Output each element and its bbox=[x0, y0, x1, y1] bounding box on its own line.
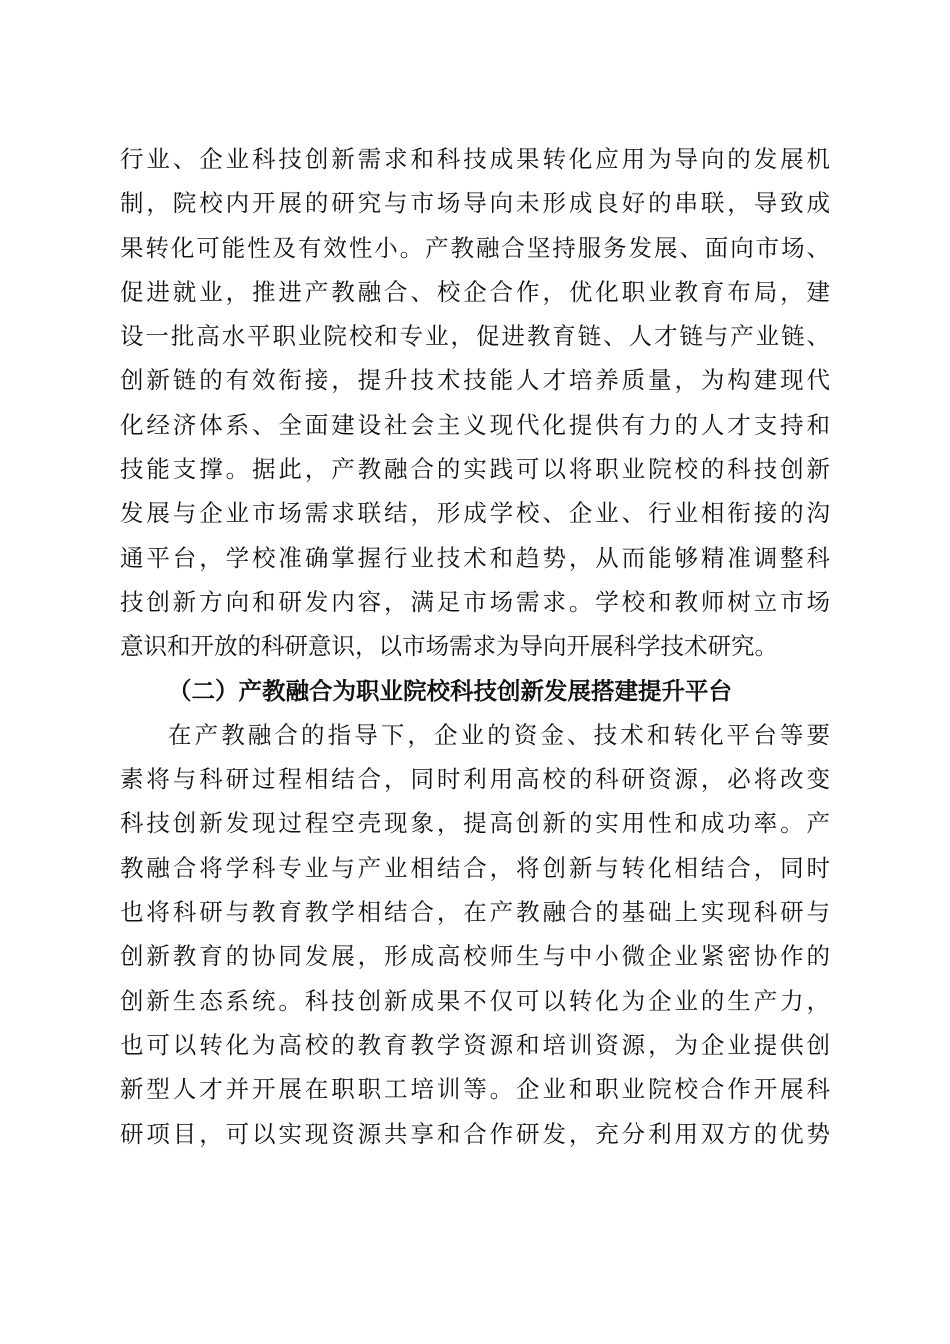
paragraph-line: 果转化可能性及有效性小。产教融合坚持服务发展、面向市场、 bbox=[120, 233, 830, 262]
paragraph-line: 行业、企业科技创新需求和科技成果转化应用为导向的发展机 bbox=[120, 145, 830, 173]
paragraph-line: 在产教融合的指导下，企业的资金、技术和转化平台等要 bbox=[168, 720, 830, 749]
paragraph-line: 创新教育的协同发展，形成高校师生与中小微企业紧密协作的 bbox=[120, 942, 830, 971]
paragraph-platform bbox=[120, 713, 830, 1156]
paragraph-line: 促进就业，推进产教融合、校企合作，优化职业教育布局，建 bbox=[120, 277, 830, 306]
paragraph-line: 通平台，学校准确掌握行业技术和趋势，从而能够精准调整科 bbox=[120, 543, 830, 572]
paragraph-line: 设一批高水平职业院校和专业，促进教育链、人才链与产业链、 bbox=[120, 322, 830, 351]
paragraph-line: 创新生态系统。科技创新成果不仅可以转化为企业的生产力， bbox=[120, 986, 830, 1015]
paragraph-line: 化经济体系、全面建设社会主义现代化提供有力的人才支持和 bbox=[120, 410, 830, 439]
paragraph-line: 研项目，可以实现资源共享和合作研发，充分利用双方的优势 bbox=[120, 1119, 830, 1148]
paragraph-line: 制，院校内开展的研究与市场导向未形成良好的串联，导致成 bbox=[120, 189, 830, 218]
paragraph-line: 也将科研与教育教学相结合，在产教融合的基础上实现科研与 bbox=[120, 898, 830, 927]
paragraph-line: 创新链的有效衔接，提升技术技能人才培养质量，为构建现代 bbox=[120, 366, 830, 395]
paragraph-line: 也可以转化为高校的教育教学资源和培训资源，为企业提供创 bbox=[120, 1030, 830, 1059]
paragraph-line: 技能支撑。据此，产教融合的实践可以将职业院校的科技创新 bbox=[120, 455, 830, 484]
paragraph-line: 技创新方向和研发内容，满足市场需求。学校和教师树立市场 bbox=[120, 587, 830, 616]
paragraph-line: 发展与企业市场需求联结，形成学校、企业、行业相衔接的沟 bbox=[120, 499, 830, 528]
paragraph-market-orientation bbox=[120, 137, 830, 669]
paragraph-line: 科技创新发现过程空壳现象，提高创新的实用性和成功率。产 bbox=[120, 809, 830, 838]
section-heading: （二）产教融合为职业院校科技创新发展搭建提升平台 bbox=[168, 676, 732, 705]
paragraph-line: 意识和开放的科研意识，以市场需求为导向开展科学技术研究。 bbox=[120, 632, 778, 661]
paragraph-line: 教融合将学科专业与产业相结合，将创新与转化相结合，同时 bbox=[120, 853, 830, 882]
paragraph-line: 素将与科研过程相结合，同时利用高校的科研资源，必将改变 bbox=[120, 765, 830, 794]
document-body bbox=[120, 137, 830, 1156]
paragraph-line: 新型人才并开展在职职工培训等。企业和职业院校合作开展科 bbox=[120, 1075, 830, 1104]
